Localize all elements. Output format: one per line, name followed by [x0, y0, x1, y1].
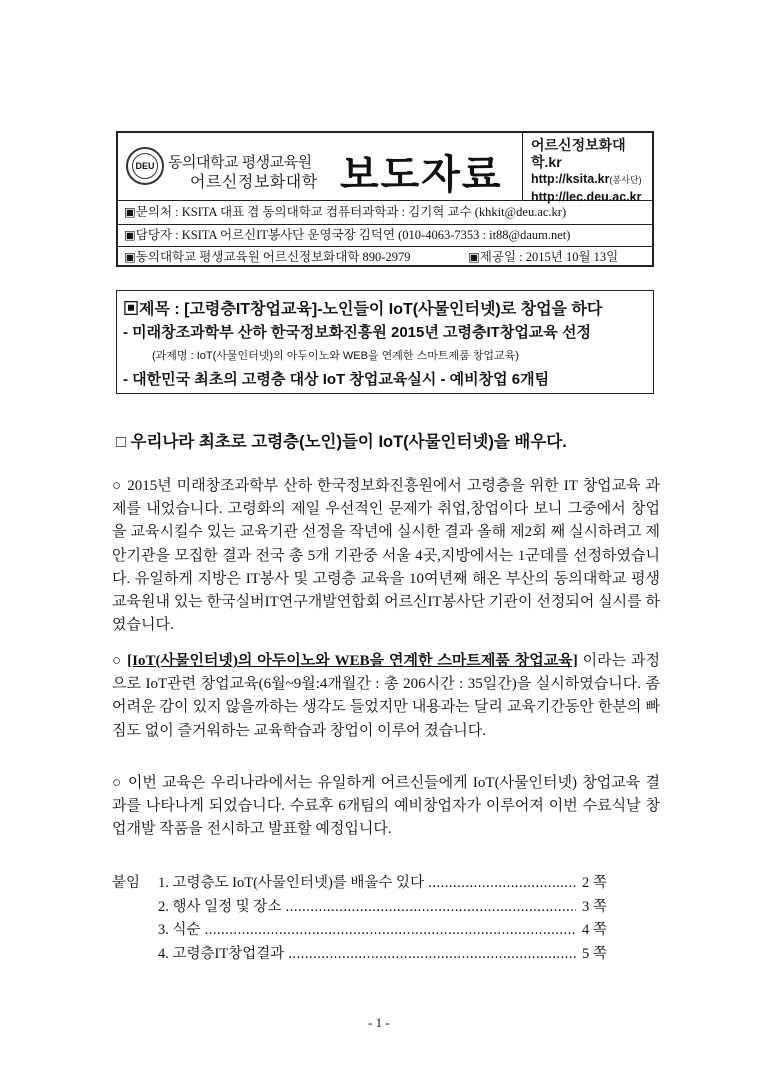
paragraph-3: [112, 772, 660, 842]
attachment-page: 4 쪽: [578, 919, 607, 943]
press-header: [116, 131, 654, 267]
attachment-title: 4. 고령층IT창업결과 .....: [158, 943, 576, 967]
attachment-title: 3. 식순 .....: [158, 919, 576, 943]
contact-org: ▣동의대학교 평생교육원 어르신정보화대학 890-2979: [124, 250, 411, 264]
contact-person: ▣담당자 : KSITA 어르신IT봉사단 운영국장 김덕연 (010-4063-7353 : it88@daum.net): [118, 225, 652, 248]
logo: [118, 133, 334, 200]
attachment-page: 5 쪽: [578, 943, 607, 967]
paragraph-1: [112, 475, 660, 637]
url-lec[interactable]: http://lec.deu.ac.kr: [531, 190, 642, 204]
url-list: [522, 133, 654, 204]
course-name: [IoT(사물인터넷)의 아두이노와 WEB을 연계한 스마트제품 창업교육]: [127, 653, 578, 669]
attachment-title: 1. 고령층도 IoT(사물인터넷)를 배울수 있다 .....: [158, 872, 576, 896]
logo-line2: 어르신정보화대학: [190, 174, 318, 191]
title-sub1: - 미래창조과학부 산하 한국정보화진흥원 2015년 고령층IT창업교육 선정: [123, 324, 591, 341]
list-item: [112, 896, 612, 920]
list-item: [112, 872, 612, 896]
university-seal-icon: [126, 147, 164, 185]
contact-info: [118, 202, 652, 269]
contact-org-date: [118, 247, 652, 269]
title-sub2: - 대한민국 최초의 고령층 대상 IoT 창업교육실시 - 예비창업 6개팀: [123, 371, 550, 388]
contact-inquiry: ▣문의처 : KSITA 대표 겸 동의대학교 컴퓨터과학과 : 김기혁 교수 (khkit@deu.ac.kr): [118, 202, 652, 225]
section-heading: □ 우리나라 최초로 고령층(노인)들이 IoT(사물인터넷)을 배우다.: [116, 433, 567, 451]
title-box: [116, 290, 654, 394]
attachment-title: 2. 행사 일정 및 장소 .....: [158, 896, 576, 920]
seal-text: DEU: [132, 153, 158, 179]
press-release-title: 보도자료: [340, 153, 503, 197]
paragraph-1-text: ○ 2015년 미래창조과학부 산하 한국정보화진흥원에서 고령층을 위한 IT 창업교육 과제를 내었습니다. 고령화의 제일 우선적인 문제가 취업,창업이다 보니 그중에서 창업을 교육시킬수 있는 교육기관 선정을 작년에 실시한 결과 올해 제2회 째 실시하려고 제안기관을 모집한 결과 전국 총 5개 기관중 서울 4곳,지방에서는 1군데를 선정하였습니다. 유일하게 지방은 IT봉사 및 고령층 교육을 10여년째 해온 부산의 동의대학교 평생교육원내 있는 한국실버IT연구개발연합회 어르신IT봉사단 기관이 선정되어 실시를 하였습니다.: [112, 478, 660, 634]
paragraph-3-text: ○ 이번 교육은 우리나라에서는 유일하게 어르신들에게 IoT(사물인터넷) 창업교육 결과를 나타나게 되었습니다. 수료후 6개팀의 예비창업자가 이루어져 이번 수료식날 창업개발 작품을 전시하고 발표할 예정입니다.: [112, 775, 660, 838]
list-item: [112, 919, 612, 943]
attachment-list: [112, 872, 612, 966]
url-korean-domain[interactable]: 어르신정보화대학.kr: [531, 137, 626, 170]
logo-line1: 동의대학교 평생교육원: [168, 154, 312, 171]
header-top-row: [118, 133, 652, 204]
paragraph-2-text: ○ [IoT(사물인터넷)의 아두이노와 WEB을 연계한 스마트제품 창업교육] 이라는 과정으로 IoT관련 창업교육(6월~9월:4개월간 : 총 206시간 : 35일간)을 실시하였습니다. 좀 어려운 감이 있지 않을까하는 생각도 들었지만 내용과는 달리 교육기간동안 한분의 빠짐도 없이 즐거워하는 교육학습과 창업이 이루어 졌습니다.: [112, 653, 660, 739]
title-project-name: (과제명 : IoT(사물인터넷)의 아두이노와 WEB을 연계한 스마트제품 창업교육): [152, 350, 519, 362]
list-item: [112, 943, 612, 967]
paragraph-2: [112, 650, 660, 743]
release-date: ▣제공일 : 2015년 10월 13일: [468, 250, 619, 264]
attachment-page: 2 쪽: [578, 872, 607, 896]
url-ksita[interactable]: http://ksita.kr(봉사단): [531, 172, 642, 186]
title-main: ▣제목 : [고령층IT창업교육]-노인들이 IoT(사물인터넷)로 창업을 하다: [123, 301, 603, 318]
page-number: - 1 -: [368, 1015, 390, 1030]
attachment-page: 3 쪽: [578, 896, 607, 920]
attachment-label: 붙임: [112, 875, 141, 891]
